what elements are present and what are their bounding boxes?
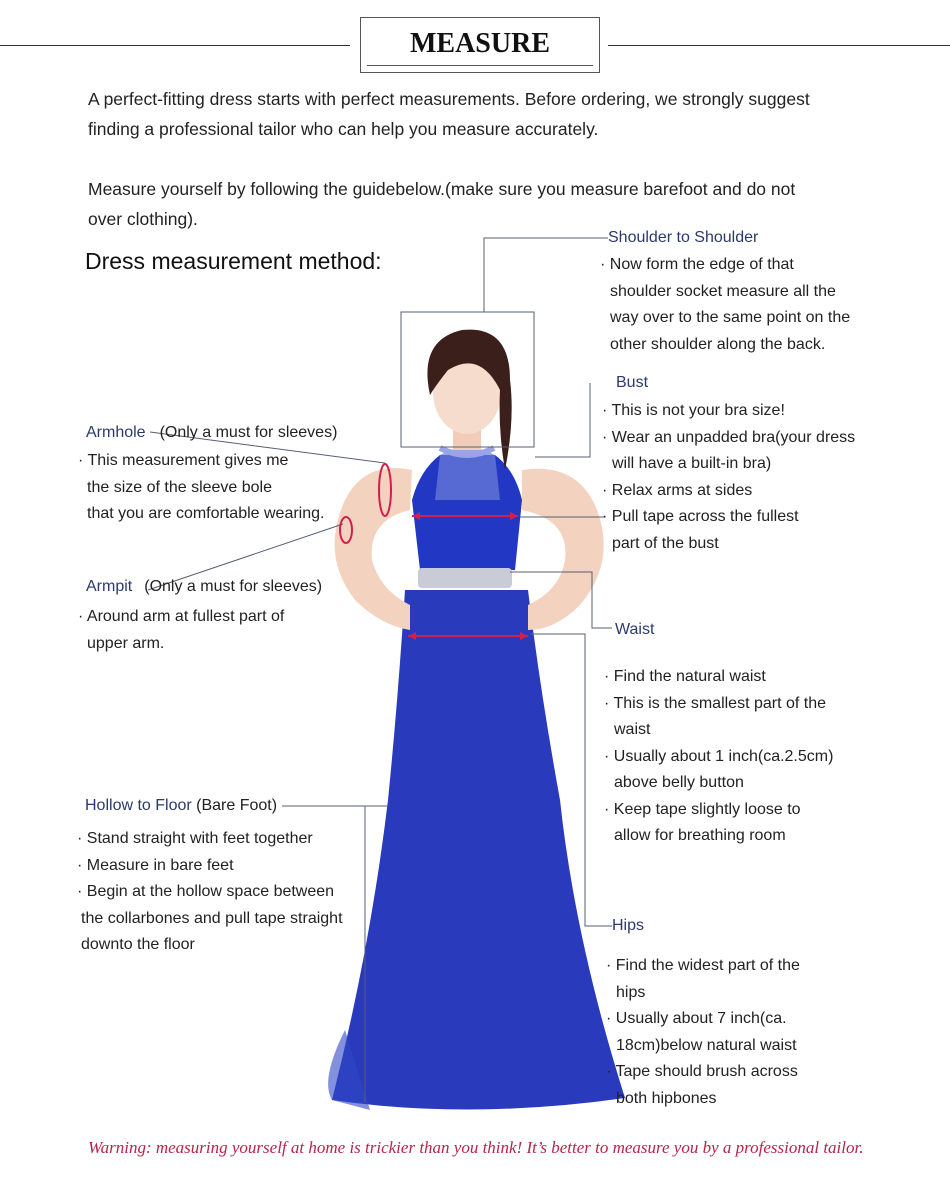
armhole-heading — [86, 420, 337, 447]
armhole-note-1: · This measurement gives me — [78, 452, 289, 469]
shoulder-note-4: other shoulder along the back. — [610, 335, 826, 353]
waist-block — [615, 617, 654, 644]
armpit-notes — [78, 604, 284, 657]
shoulder-note-3: way over to the same point on the — [610, 309, 851, 326]
hollow-note-4: the collarbones and pull tape straight — [81, 909, 343, 927]
dress-belt — [418, 568, 512, 588]
shoulder-label: Shoulder to Shoulder — [608, 229, 759, 246]
page-title: MEASURE — [409, 28, 550, 59]
hollow-note-3: · Begin at the hollow space between — [77, 883, 335, 900]
dress-skirt — [332, 590, 625, 1110]
hips-note-6: both hipbones — [616, 1089, 717, 1107]
intro-line-3: Measure yourself by following the guidebelow.(make sure you measure barefoot and do not — [88, 179, 796, 199]
intro-line-2: finding a professional tailor who can help you measure accurately. — [88, 119, 599, 139]
armpit-note-2: upper arm. — [87, 634, 165, 652]
bust-note-5: · Pull tape across the fullest — [602, 508, 799, 525]
shoulder-notes — [600, 252, 850, 358]
waist-note-4: · Usually about 1 inch(ca.2.5cm) — [604, 747, 834, 765]
waist-note-3: waist — [614, 721, 651, 738]
hollow-notes — [77, 826, 343, 959]
waist-note-7: allow for breathing room — [614, 827, 786, 844]
hips-note-2: hips — [616, 983, 646, 1001]
armpit-qualifier: (Only a must for sleeves) — [144, 578, 323, 595]
waist-notes — [604, 664, 833, 850]
intro-line-1: A perfect-fitting dress starts with perfect measurements. Before ordering, we strongly suggest — [88, 89, 810, 109]
waist-note-6: · Keep tape slightly loose to — [604, 800, 801, 818]
left-arm — [335, 468, 412, 630]
waist-note-1: · Find the natural waist — [604, 668, 766, 685]
warning-note: Warning: measuring yourself at home is trickier than you think! It’s better to measure you by a professional tailor. — [88, 1138, 864, 1157]
armpit-label: Armpit — [86, 578, 133, 595]
hollow-heading — [85, 793, 277, 820]
right-arm — [522, 469, 604, 630]
hips-notes — [606, 953, 800, 1112]
hips-note-3: · Usually about 7 inch(ca. — [606, 1010, 787, 1027]
armpit-note-1: · Around arm at fullest part of — [78, 608, 285, 625]
method-heading: Dress measurement method: — [85, 248, 382, 274]
armhole-label: Armhole — [86, 424, 146, 441]
hips-note-5: · Tape should brush across — [606, 1063, 798, 1080]
bust-note-2: · Wear an unpadded bra(your dress — [602, 428, 856, 446]
waist-note-2: · This is the smallest part of the — [604, 694, 827, 712]
shoulder-note-1: · Now form the edge of that — [600, 256, 794, 273]
armhole-qualifier: (Only a must for sleeves) — [159, 424, 338, 441]
armhole-notes — [78, 448, 324, 528]
hips-block — [612, 913, 644, 940]
bust-note-4: · Relax arms at sides — [602, 481, 753, 499]
hollow-label: Hollow to Floor — [85, 797, 192, 814]
bust-note-3: will have a built-in bra) — [612, 455, 772, 472]
bust-block — [616, 370, 648, 397]
waist-note-5: above belly button — [614, 774, 744, 791]
hips-note-4: 18cm)below natural waist — [616, 1036, 797, 1054]
hollow-note-5: downto the floor — [81, 936, 195, 953]
hollow-note-1: · Stand straight with feet together — [77, 830, 313, 847]
bust-notes — [602, 398, 855, 557]
intro-line-4: over clothing). — [88, 209, 198, 229]
armpit-heading — [86, 574, 322, 601]
hips-note-1: · Find the widest part of the — [606, 957, 800, 974]
hips-label: Hips — [612, 917, 645, 934]
waist-label: Waist — [615, 621, 655, 638]
shoulder-block — [608, 225, 758, 252]
shoulder-note-2: shoulder socket measure all the — [610, 282, 836, 300]
bust-label: Bust — [616, 374, 649, 391]
bust-note-1: · This is not your bra size! — [602, 402, 785, 419]
bust-note-6: part of the bust — [612, 534, 719, 552]
armhole-note-3: that you are comfortable wearing. — [87, 505, 325, 522]
hollow-qualifier: (Bare Foot) — [196, 797, 278, 814]
hollow-note-2: · Measure in bare feet — [77, 856, 234, 874]
armhole-note-2: the size of the sleeve bole — [87, 478, 273, 496]
